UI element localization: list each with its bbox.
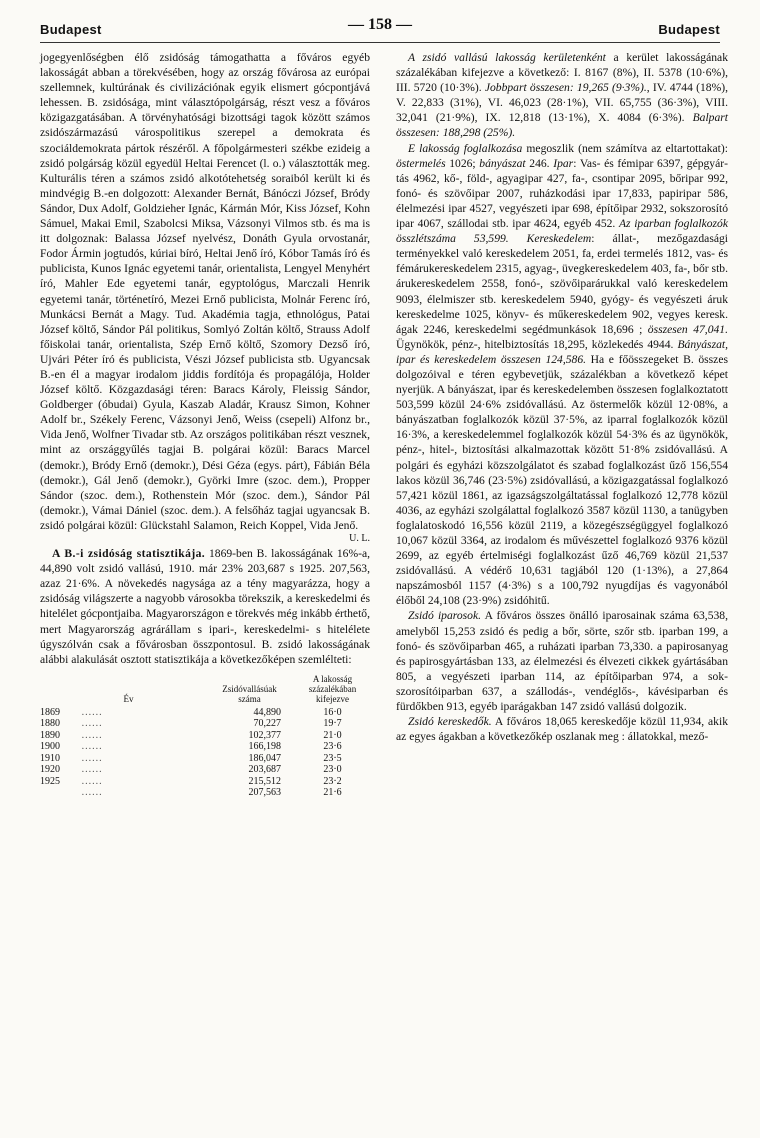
occupation-paragraph bbox=[396, 141, 728, 609]
table-cell-count: 207,563 bbox=[248, 787, 282, 799]
table-cell-dots: ...... bbox=[81, 787, 103, 799]
section-title: A B.-i zsidóság statisztikája. bbox=[52, 547, 206, 561]
table-cell-percent: 23·6 bbox=[323, 741, 342, 753]
table-row bbox=[40, 764, 370, 776]
running-head-left: Budapest bbox=[40, 22, 102, 37]
occupation-term: bányászat bbox=[479, 156, 526, 170]
district-intro: A zsidó vallású lakosság kerületenként bbox=[408, 51, 606, 64]
left-bank-total: Balpart összesen: 188,298 (25%). bbox=[396, 111, 728, 140]
occupation-text: 1026; bbox=[445, 156, 480, 170]
left-column bbox=[40, 50, 370, 799]
table-cell-dots: ...... bbox=[81, 729, 103, 741]
right-bank-total: Jobbpart összesen: 19,265 (9·3%). bbox=[484, 81, 647, 95]
table-row bbox=[40, 730, 370, 742]
craftsmen-text: A főváros összes önálló iparosainak száma 63,538, amelyből 15,253 zsidó és pedig a bőr, sörte, szőr stb. iparban 199, a fonó- és szövőiparban 465, a ruházati iparban 73,330. a papirosanyag és papirosgyártásban 133, az élelmezési és élvezeti cikkek gyártásában 805, a vegyészeti iparban 114, az építőiparban 974, a sokszorosítóiparban 637, a szállodás-, vendéglős-, kávésiparban és fürdőkben 913, egyéb iparágakban 147 zsidó vallású dolgozik. bbox=[396, 609, 728, 714]
table-header-row bbox=[40, 673, 370, 707]
table-cell-dots: ...... bbox=[81, 741, 103, 753]
district-text: a kerület lakosságának százalékában kifejezve a következő: I. 8167 (8%), II. 5378 (10·6%), III. 5720 (10·3%). bbox=[396, 51, 728, 95]
merchants-heading: Zsidó kereskedők. bbox=[408, 715, 492, 729]
table-cell-count: 102,377 bbox=[248, 729, 282, 741]
left-paragraph-1: jogegyenlőségben élő zsidóság támogathatta a főváros egyéb lakosságát abban a törekvésében, hogy az ország fővárosa az európai szellemnek, kultúrának és civilizációnak egyik elismert gócpontjává lehessen. B. zsidósága, mint választópolgárság, részt vesz a főváros közigazgatásában. A törvényhatósági bizottsági tagok között számos zsidószármazású várospolitikus szerepel a demokrata és szociáldemokrata pártok részéről. A főpolgármesteri székbe ezideig a zsidó polgárság közül egyedül Heltai Ferencet (l. o.) választották meg. Kulturális téren a számos zsidó alkotótehetség soraiból került ki és mindvégig B.-en dolgozott: Alexander Bernát, Bánóczi József, Bródy Sándor, Dux Adolf, Goldzieher Ignác, Kármán Mór, Kiss József, Kohn Sámuel, Makai Emil, Szabolcsi Miksa, Vázsonyi Vilmos stb. és ma is itt dolgoznak: Balassa József nyelvész, Donáth Gyula orvostanár, Fodor Ármin jogtudós, kúriai bíró, Heltai Jenő író, Kóbor Tamás író és publicista, Kunos Ignác egyetemi tanár, orientalista, Lengyel Menyhért író, Mahler Ede egyetemi tanár, egyptológus, Marczali Henrik egyetemi tanár, történetíró, Mezei Ernő publicista, Molnár Ferenc író, Munkácsi Bernát a Magy. Tud. Akadémia tagja, ethnológus, Patai József költő, Sándor Pál politikus, Somlyó Zoltán költő, Strauss Adolf főiskolai tanár, orientalista, Szép Ernő költő, Szomory Dezső író, Ujvári Péter író és publicista, Vészi József publicista stb. Ugyancsak B.-en él a magyar irodalom jiddis fordítója és propagálója, Holder József költő. Közgazdasági téren: Baracs Károly, Fleissig Sándor, Goldberger (óbudai) Gyula, Kaszab Aladár, Krausz Simon, Kohner Adolf br., Székely Ferenc, Vázsonyi Jenő, Weiss (csepeli) Alfonz br., Vida Jenő, Wolfner Tivadar stb. Az országos politikában részt vesznek, mint az országgyűlés tagjai B. polgárai közül: Baracs Marcel (demokr.), Bródy Ernő (demokr.), Dési Géza (egys. párt), Fábián Béla (demokr.), Gál Jenő (demokr.), Györki Imre (szoc. dem.), Propper Sándor (szoc. dem.), Rothenstein Mór (szoc. dem.), Sándor Pál (demokr.), Vámai Dániel (szoc. dem.). A felsőház tagjai ugyancsak B. zsidó polgárai közül: Glückstahl Salamon, Reich Koppel, Vida Jenő. bbox=[40, 51, 370, 532]
table-cell-dots: ...... bbox=[81, 718, 103, 730]
occupation-text: megoszlik (nem számítva az eltartottakat): bbox=[522, 141, 728, 155]
table-cell-percent: 19·7 bbox=[323, 718, 342, 730]
table-cell-count: 70,227 bbox=[253, 718, 282, 730]
table-header-year: Év bbox=[123, 693, 134, 704]
table-cell-count: 203,687 bbox=[248, 764, 282, 776]
table-cell-dots: ...... bbox=[81, 775, 103, 787]
table-header-count: Zsidóvallásúak száma bbox=[222, 683, 277, 704]
table-row bbox=[40, 787, 370, 799]
table-cell-year: 1869 bbox=[40, 706, 60, 718]
table-cell-year: 1900 bbox=[40, 741, 60, 753]
occupation-text: Ügynökök, pénz-, hitelbiztosítás 18,295, közlekedés 4944. bbox=[396, 337, 678, 351]
table-row bbox=[40, 753, 370, 765]
page-number: — 158 — bbox=[348, 16, 412, 33]
merchants-text: A főváros 18,065 kereskedője közül 11,934, akik az egyes ágakban a következőkép oszlanak meg : állatokkal, mező- bbox=[396, 715, 728, 744]
population-table bbox=[40, 673, 370, 799]
table-cell-dots: ...... bbox=[81, 706, 103, 718]
district-text-2: , IV. 4744 (18%), V. 22,833 (31%), VI. 46,023 (28·1%), VII. 65,755 (36·3%), VIII. 32,041 (21·9%), IX. 12,818 (13·1%), X. 4084 (6·3%). bbox=[396, 81, 728, 125]
occupation-text: Ha e főösszegeket B. összes dolgozóival e téren egybevetjük, százalékban a következő képet nyerjük. A bányászat, ipar és kereskedelemben összesen foglalkoztatott 503,599 közül 24·6% zsidóvallású. Az östermelők közül 12·08%, a bányászatban foglalkozók közül 37·5%, az iparral foglalkozók közül 16·3%, a kereskedelemmel foglalkozók közül 54·3% és az ügynökök, pénz-, hitel-, biztosítási alkalmazottak között 51·8% zsidóvallású. A polgári és egyházi közszolgálatot és szabad foglalkozást űző 156,554 lakos közül 36,746 (23·5%) zsidóvallású, a közigazgatással foglalkozó 57,421 közül 1861, az igazságszolgáltatással foglalkozó 12,778 közül 4036, az egyházi szolgálattal foglalkozó 3587 közül 1130, a tanügyben foglalatoskodó 16,556 közül 2119, a közegészségüggyel foglalkozó 10,067 közül 3364, az irodalom és művészettel foglalkozó 9376 közül 2699, az egyéb értelmiségi foglalkozást űző 46,769 közül 21,537 zsidóvallású. A védérő 10,631 tagjából 120 (1·13%), a 27,864 napszámosból 1157 (4·3%) s a 100,792 nyugdíjas és vagyonából élőből 24,108 (23·9%) zsidóhitű. bbox=[396, 352, 728, 608]
author-signature: U. L. bbox=[349, 533, 370, 544]
table-cell-year: 1890 bbox=[40, 729, 60, 741]
table-cell-year: 1925 bbox=[40, 775, 60, 787]
table-cell-year: 1910 bbox=[40, 752, 60, 764]
table-cell-percent: 21·6 bbox=[323, 787, 342, 799]
table-cell-percent: 16·0 bbox=[323, 706, 342, 718]
occupation-intro: E lakosság foglalkozása bbox=[408, 141, 523, 155]
occupation-term: összesen 47,041. bbox=[647, 322, 728, 336]
table-cell-count: 215,512 bbox=[248, 775, 282, 787]
table-cell-percent: 23·0 bbox=[323, 764, 342, 776]
table-cell-count: 186,047 bbox=[248, 752, 282, 764]
table-cell-count: 166,198 bbox=[248, 741, 282, 753]
merchants-paragraph bbox=[396, 714, 728, 744]
table-cell-dots: ...... bbox=[81, 752, 103, 764]
table-row bbox=[40, 741, 370, 753]
occupation-term: Ipar bbox=[553, 156, 574, 170]
craftsmen-heading: Zsidó iparosok. bbox=[408, 609, 482, 623]
table-row bbox=[40, 718, 370, 730]
table-cell-percent: 23·5 bbox=[323, 752, 342, 764]
occupation-term: östermelés bbox=[396, 156, 446, 170]
table-cell-percent: 21·0 bbox=[323, 729, 342, 741]
header-rule bbox=[40, 42, 720, 43]
table-cell-year: 1920 bbox=[40, 764, 60, 776]
right-column bbox=[396, 50, 728, 744]
table-row bbox=[40, 776, 370, 788]
occupation-term: Bányászat, ipar és kereskedelem összesen 124,586. bbox=[396, 337, 728, 366]
table-cell-count: 44,890 bbox=[253, 706, 282, 718]
occupation-text: : Vas- és fémipar 6397, gépgyártás 4962, kő-, föld-, agyagipar 427, fa-, csontipar 2095, bőripar 992, fonó- és szövőipar 2007, ruházkodási ipar 17,833, papiripar 586, élelmezési ipar 4527, vegyészeti ipar 698, építőipar 2932, sokszorosító ipar 4067, szállodai stb. ipar 4624, egyéb 452. bbox=[396, 156, 728, 231]
occupation-text: : állat-, mezőgazdasági terményekkel való kereskedelem 2051, fa, erdei termelés 1812, vas- és fémárukereskedelem 2315, agyag-, üvegkereskedelem 403, fa-, bőr stb. árukereskedelem 2558, fonó-, szövőiparárukkal való kereskedelem 9093, élelmiszer stb. kereskedelem 5940, gyógy- és vegyészeti áruk kereskedelme 1025, könyv- és műkereskedelem 902, vegyes keresk. ágak 2246, kereskedelmi segédmunkások 18,696 ; bbox=[396, 232, 728, 336]
table-header-percent: A lakosság százalékában kifejezve bbox=[308, 673, 357, 704]
table-cell-year bbox=[40, 787, 82, 799]
running-head-right: Budapest bbox=[658, 22, 720, 37]
statistics-paragraph bbox=[40, 546, 370, 667]
craftsmen-paragraph bbox=[396, 608, 728, 714]
table-cell-dots: ...... bbox=[81, 764, 103, 776]
table-cell-year: 1880 bbox=[40, 718, 60, 730]
table-body bbox=[40, 707, 370, 799]
district-paragraph bbox=[396, 50, 728, 141]
table-cell-percent: 23·2 bbox=[323, 775, 342, 787]
table-row bbox=[40, 707, 370, 719]
occupation-term: Az iparban foglalkozók összlétszáma 53,599. Kereskedelem bbox=[396, 217, 728, 246]
statistics-text: 1869-ben B. lakosságának 16%-a, 44,890 volt zsidó vallású, 1910. már 23% 203,687 s 1925. 207,563, azaz 21·6%. A növekedés nagysága az a tény magyarázza, hogy a zsidóság világszerte a nagyobb városokba törekszik, a kereskedelmi és hitelélet gócpontjaiba. Magyarországon e törekvés még inkább érthető, mert Magyarország agrárállam s ipari-, kereskedelmi- s hitelélete úgyszólván csak a fővárosban összpontosul. B. zsidó lakosságának alábbi alakulását osztott statisztikája a következőképen szemlélteti: bbox=[40, 547, 371, 666]
page-header bbox=[40, 14, 720, 38]
occupation-text: 246. bbox=[525, 156, 554, 170]
